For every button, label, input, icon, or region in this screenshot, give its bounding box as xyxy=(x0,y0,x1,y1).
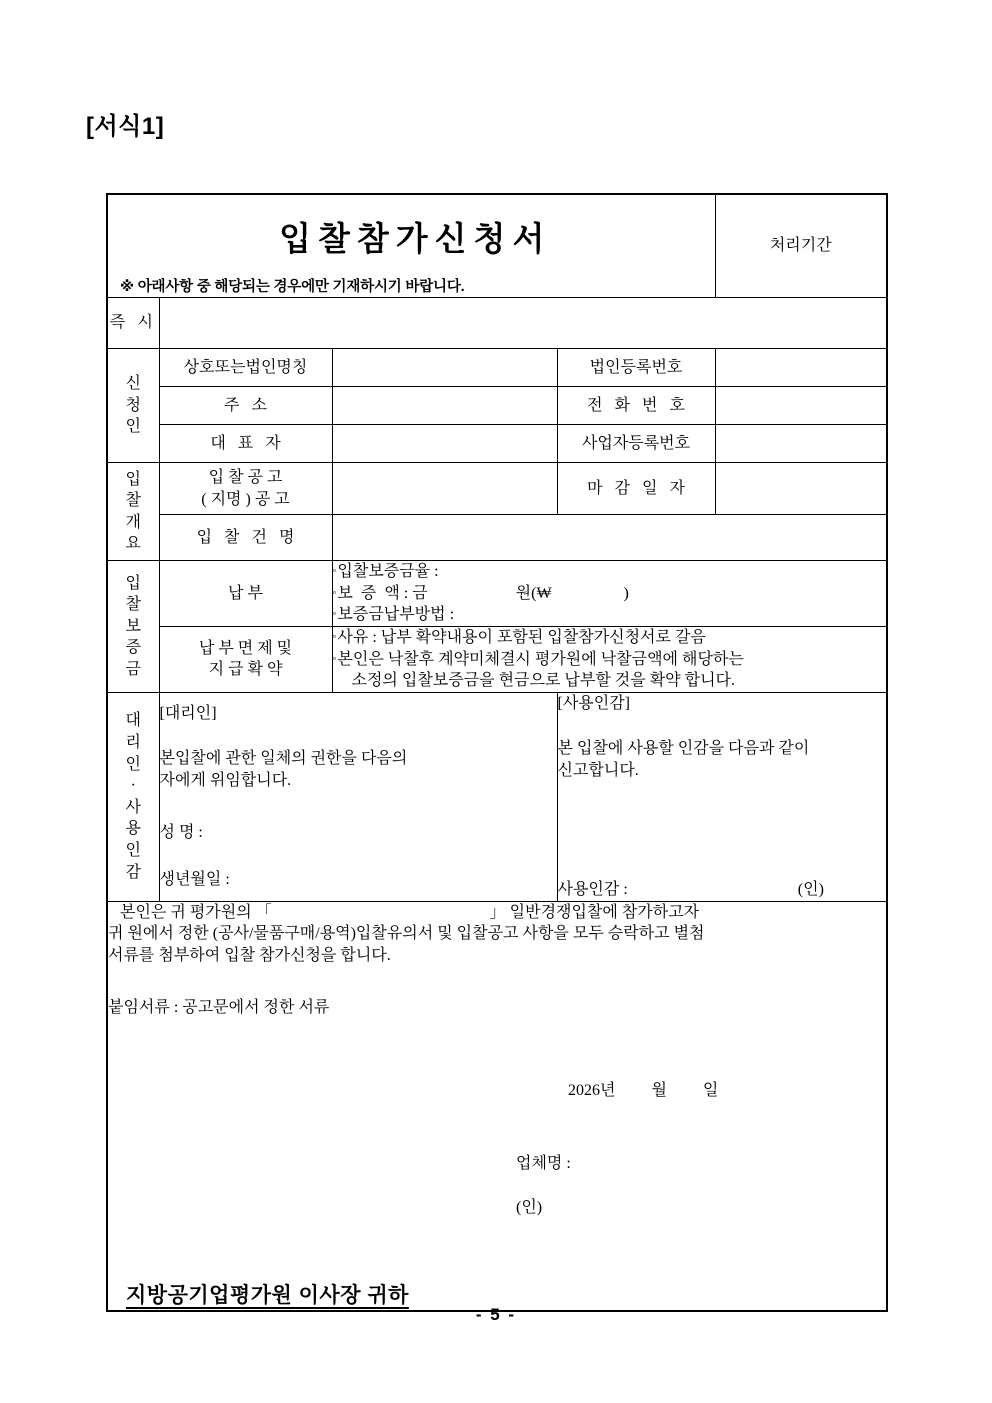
representative-label: 대 표 자 xyxy=(159,425,332,463)
phone-label: 전 화 번 호 xyxy=(557,387,715,425)
table-row xyxy=(107,349,887,387)
processing-period-value: 즉 시 xyxy=(107,298,159,349)
vlabel-char: 용 xyxy=(125,820,141,838)
company-seal-mark: (인) xyxy=(516,1198,543,1216)
phone-field[interactable] xyxy=(715,387,887,425)
seal-heading: [사용인감] xyxy=(557,694,630,712)
seal-stamp-mark: (인) xyxy=(797,881,824,899)
vlabel-char: 대 xyxy=(125,712,141,730)
vlabel-char: 입 xyxy=(125,470,141,488)
seal-field-row xyxy=(558,879,887,901)
declaration-line1 xyxy=(108,902,886,924)
bond-exemption-pledge-2-text: 소정의 입찰보증금을 현금으로 납부할 것을 확약 합니다. xyxy=(343,672,735,690)
table-row xyxy=(107,387,887,425)
vlabel-char: 리 xyxy=(125,734,141,752)
corporate-reg-no-label: 법인등록번호 xyxy=(557,349,715,387)
page-title: 입찰참가신청서 xyxy=(279,220,552,257)
bid-subject-label: 입 찰 건 명 xyxy=(159,515,332,561)
bond-rate-line[interactable] xyxy=(333,561,887,583)
form-number: [서식1] xyxy=(86,113,165,140)
declaration-line1-before: 본인은 귀 평가원의 「 xyxy=(120,903,272,921)
bid-application-form xyxy=(106,193,888,1312)
seal-statement-line1: 본 입찰에 사용할 인감을 다음과 같이 xyxy=(557,740,810,758)
table-row xyxy=(107,515,887,561)
representative-field[interactable] xyxy=(332,425,557,463)
bid-notice-field[interactable] xyxy=(332,463,557,515)
declaration-company-row xyxy=(108,1132,886,1240)
vlabel-char: 금 xyxy=(125,660,141,678)
bond-method-line[interactable] xyxy=(333,604,887,626)
agent-seal-vertical-label xyxy=(107,692,159,901)
address-field[interactable] xyxy=(332,387,557,425)
bond-payment-fields xyxy=(332,561,887,627)
bid-bond-vertical-label xyxy=(107,561,159,693)
company-name-label: 상호또는법인명칭 xyxy=(159,349,332,387)
vlabel-char: · xyxy=(130,777,136,795)
vlabel-char: 청 xyxy=(125,396,141,414)
declaration-row xyxy=(107,901,887,1311)
bond-exemption-pledge-1 xyxy=(333,649,887,671)
business-reg-no-label: 사업자등록번호 xyxy=(557,425,715,463)
bond-exemption-text xyxy=(332,627,887,693)
declaration-block xyxy=(107,901,887,1311)
agent-name-field[interactable]: 성 명 : xyxy=(159,823,203,841)
bond-exemption-reason-text: 사유 : 납부 확약내용이 포함된 입찰참가신청서로 갈음 xyxy=(337,629,706,647)
bullet-icon: ◦ xyxy=(332,631,337,644)
bid-overview-vertical-label xyxy=(107,463,159,561)
address-label: 주 소 xyxy=(159,387,332,425)
vlabel-char: 인 xyxy=(125,755,141,773)
title-cell xyxy=(107,194,715,298)
bond-exemption-pledge-1-text: 본인은 낙찰후 계약미체결시 평가원에 낙찰금액에 해당하는 xyxy=(337,650,744,668)
agent-block xyxy=(159,692,557,901)
vlabel-char: 인 xyxy=(125,842,141,860)
seal-statement xyxy=(558,738,887,781)
company-name-field[interactable] xyxy=(332,349,557,387)
bond-exemption-label-line1: 납 부 면 제 및 xyxy=(198,639,293,657)
vlabel-char: 입 xyxy=(125,574,141,592)
company-name-entry-label[interactable]: 업체명 : xyxy=(516,1155,571,1173)
declaration-line1-after: 」 일반경쟁입찰에 참가하고자 xyxy=(489,903,700,921)
vlabel-char: 사 xyxy=(125,798,141,816)
bullet-icon: ◦ xyxy=(332,565,337,578)
bid-subject-field[interactable] xyxy=(332,515,887,561)
declaration-date[interactable]: 2026년 월 일 xyxy=(568,1082,719,1100)
bond-exemption-label xyxy=(159,627,332,693)
page-number: - 5 - xyxy=(475,1305,517,1324)
bond-exemption-label-line2: 지 급 확 약 xyxy=(208,661,283,679)
vlabel-char: 찰 xyxy=(125,596,141,614)
table-row xyxy=(107,692,887,901)
processing-period-label: 처리기간 xyxy=(715,194,887,298)
business-reg-no-field[interactable] xyxy=(715,425,887,463)
bid-notice-label-line1: 입 찰 공 고 xyxy=(208,469,283,487)
bullet-icon: ◦ xyxy=(332,652,337,665)
bond-amount-line[interactable] xyxy=(333,583,887,605)
applicant-vertical-label xyxy=(107,349,159,463)
bid-notice-label-line2: ( 지명 ) 공 고 xyxy=(201,490,290,508)
agent-heading: [대리인] xyxy=(159,704,217,722)
vlabel-char: 요 xyxy=(125,535,141,553)
corporate-reg-no-field[interactable] xyxy=(715,349,887,387)
title-row xyxy=(107,194,887,298)
form-note: ※ 아래사항 중 해당되는 경우에만 기재하시기 바랍니다. xyxy=(120,278,465,295)
bid-notice-label xyxy=(159,463,332,515)
table-row xyxy=(107,627,887,693)
declaration-line3: 서류를 첨부하여 입찰 참가신청을 합니다. xyxy=(108,947,391,965)
table-row xyxy=(107,463,887,515)
agent-statement-line2: 자에게 위임합니다. xyxy=(159,772,292,790)
bond-method-text: 보증금납부방법 : xyxy=(337,606,455,624)
bond-rate-text: 입찰보증금율 : xyxy=(337,563,439,581)
vlabel-char: 인 xyxy=(125,418,141,436)
bond-exemption-pledge-2 xyxy=(333,670,887,692)
bond-amount-text: 보 증 액 : 금 원(₩ ) xyxy=(337,584,629,602)
seal-field-label[interactable]: 사용인감 : xyxy=(557,881,628,899)
deadline-label: 마 감 일 자 xyxy=(557,463,715,515)
vlabel-char: 감 xyxy=(125,863,141,881)
seal-block xyxy=(557,692,887,901)
addressee-line: 지방공기업평가원 이사장 귀하 xyxy=(126,1283,409,1307)
vlabel-char: 개 xyxy=(125,513,141,531)
agent-statement-line1: 본입찰에 관한 일체의 권한을 다음의 xyxy=(159,750,408,768)
seal-statement-line2: 신고합니다. xyxy=(557,762,639,780)
vlabel-char: 증 xyxy=(125,639,141,657)
bullet-icon: ◦ xyxy=(332,586,337,599)
table-row xyxy=(107,425,887,463)
declaration-line2: 귀 원에서 정한 (공사/물품구매/용역)입찰유의서 및 입찰공고 사항을 모두 승락하고 별첨 xyxy=(108,925,705,943)
vlabel-char: 보 xyxy=(125,617,141,635)
agent-birthdate-field[interactable]: 생년월일 : xyxy=(159,871,230,889)
attachment-line: 붙임서류 : 공고문에서 정한 서류 xyxy=(108,998,330,1016)
table-row xyxy=(107,561,887,627)
bond-payment-label: 납 부 xyxy=(159,561,332,627)
agent-statement xyxy=(160,748,557,791)
vlabel-char: 찰 xyxy=(125,492,141,510)
bullet-icon: ◦ xyxy=(332,608,337,621)
bond-exemption-reason xyxy=(333,627,887,649)
deadline-field[interactable] xyxy=(715,463,887,515)
processing-period-row xyxy=(107,298,887,349)
vlabel-char: 신 xyxy=(125,375,141,393)
